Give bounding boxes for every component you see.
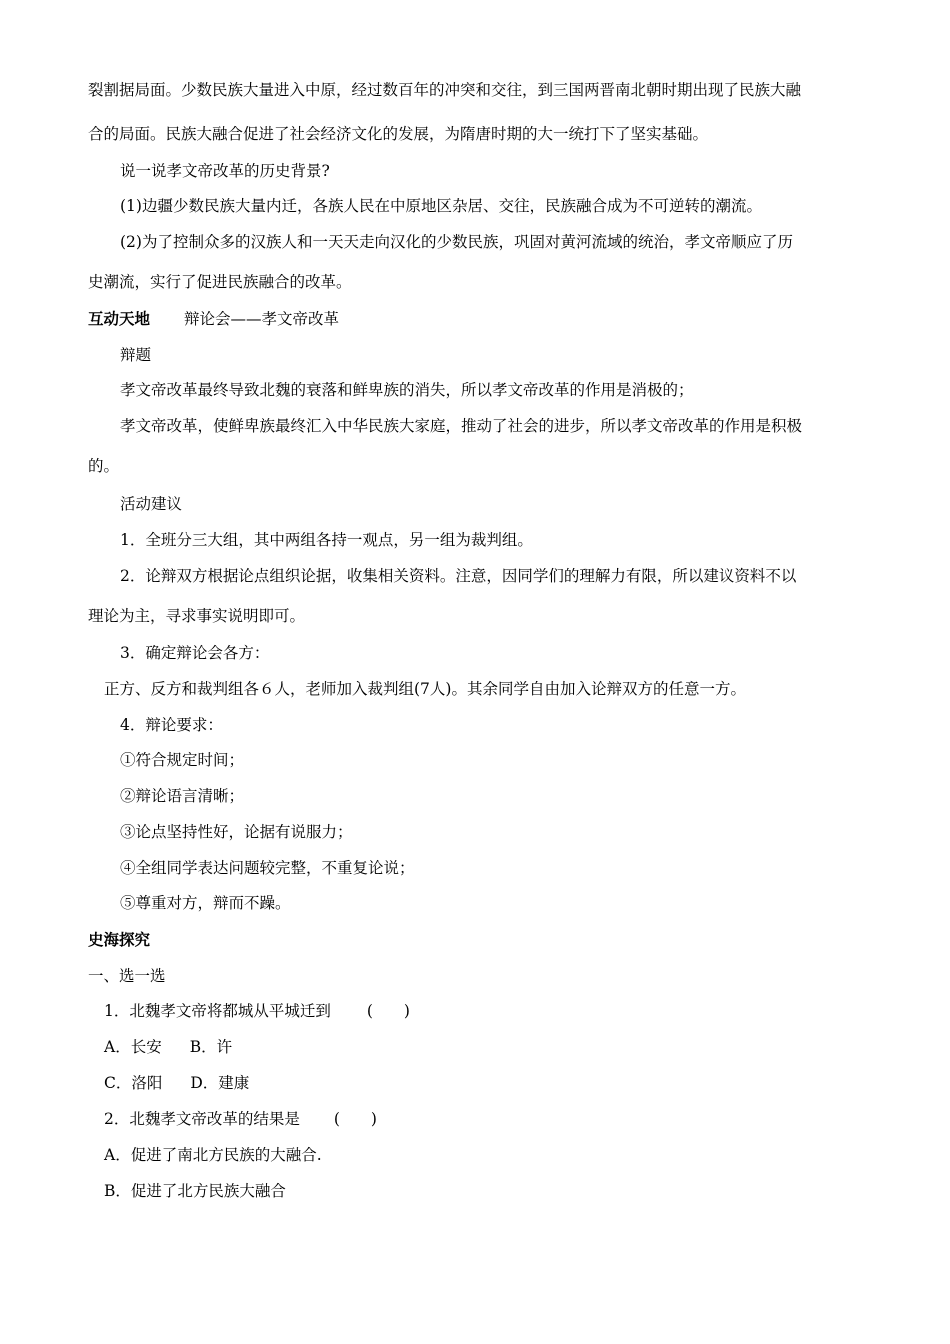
options-line bbox=[104, 1073, 249, 1093]
question-text: 2．北魏孝文帝改革的结果是 bbox=[104, 1110, 300, 1128]
paragraph-line: 裂割据局面。少数民族大量进入中原，经过数百年的冲突和交往，到三国两晋南北朝时期出现了民族大融 bbox=[88, 81, 802, 99]
section-title: 辩论会——孝文帝改革 bbox=[184, 310, 340, 328]
paragraph-line: 的。 bbox=[88, 457, 120, 475]
paragraph-line: 孝文帝改革最终导致北魏的衰落和鲜卑族的消失，所以孝文帝改革的作用是消极的； bbox=[120, 381, 694, 399]
section-heading: 互动天地 bbox=[88, 310, 151, 328]
answer-blank: ( ) bbox=[333, 1110, 377, 1128]
question-line bbox=[104, 1109, 377, 1129]
list-item: ①符合规定时间； bbox=[120, 751, 245, 769]
list-item: ②辩论语言清晰； bbox=[120, 787, 245, 805]
option-a: A．长安 bbox=[104, 1038, 162, 1056]
paragraph-line: (1)边疆少数民族大量内迁，各族人民在中原地区杂居、交往，民族融合成为不可逆转的潮流。 bbox=[120, 197, 762, 215]
question-text: 1．北魏孝文帝将都城从平城迁到 bbox=[104, 1002, 331, 1020]
list-item: ③论点坚持性好，论据有说服力； bbox=[120, 823, 353, 841]
option-b: B．许 bbox=[189, 1038, 233, 1056]
option-d: D．建康 bbox=[190, 1074, 250, 1092]
option-b: B．促进了北方民族大融合 bbox=[104, 1182, 286, 1200]
list-item: 3．确定辩论会各方： bbox=[120, 644, 270, 662]
question-text: 说一说孝文帝改革的历史背景? bbox=[120, 162, 330, 180]
option-c: C．洛阳 bbox=[104, 1074, 163, 1092]
paragraph-line: 孝文帝改革，使鲜卑族最终汇入中华民族大家庭，推动了社会的进步，所以孝文帝改革的作用是积极 bbox=[120, 417, 803, 435]
list-item: ⑤尊重对方，辩而不躁。 bbox=[120, 894, 291, 912]
paragraph-line: 合的局面。民族大融合促进了社会经济文化的发展，为隋唐时期的大一统打下了坚实基础。 bbox=[88, 125, 709, 143]
list-item: 4．辩论要求： bbox=[120, 716, 223, 734]
paragraph-line: (2)为了控制众多的汉族人和一天天走向汉化的少数民族，巩固对黄河流域的统治，孝文帝顺应了历 bbox=[120, 233, 793, 251]
list-item: 1．全班分三大组，其中两组各持一观点，另一组为裁判组。 bbox=[120, 531, 533, 549]
options-line bbox=[104, 1037, 232, 1057]
subheading: 辩题 bbox=[120, 346, 152, 364]
question-line bbox=[104, 1001, 410, 1021]
section-heading-line bbox=[88, 309, 339, 329]
subheading: 活动建议 bbox=[120, 495, 183, 513]
list-item: 2．论辩双方根据论点组织论据，收集相关资料。注意，因同学们的理解力有限，所以建议资料不以 bbox=[120, 567, 797, 585]
paragraph-line: 理论为主，寻求事实说明即可。 bbox=[88, 607, 306, 625]
subheading: 一、选一选 bbox=[88, 967, 166, 985]
answer-blank: ( ) bbox=[366, 1002, 410, 1020]
list-item: ④全组同学表达问题较完整，不重复论说； bbox=[120, 859, 415, 877]
paragraph-line: 史潮流，实行了促进民族融合的改革。 bbox=[88, 273, 352, 291]
paragraph-line: 正方、反方和裁判组各６人，老师加入裁判组(7人)。其余同学自由加入论辩双方的任意一方。 bbox=[104, 680, 746, 698]
section-heading: 史海探究 bbox=[88, 931, 151, 949]
option-a: A．促进了南北方民族的大融合. bbox=[104, 1146, 322, 1164]
